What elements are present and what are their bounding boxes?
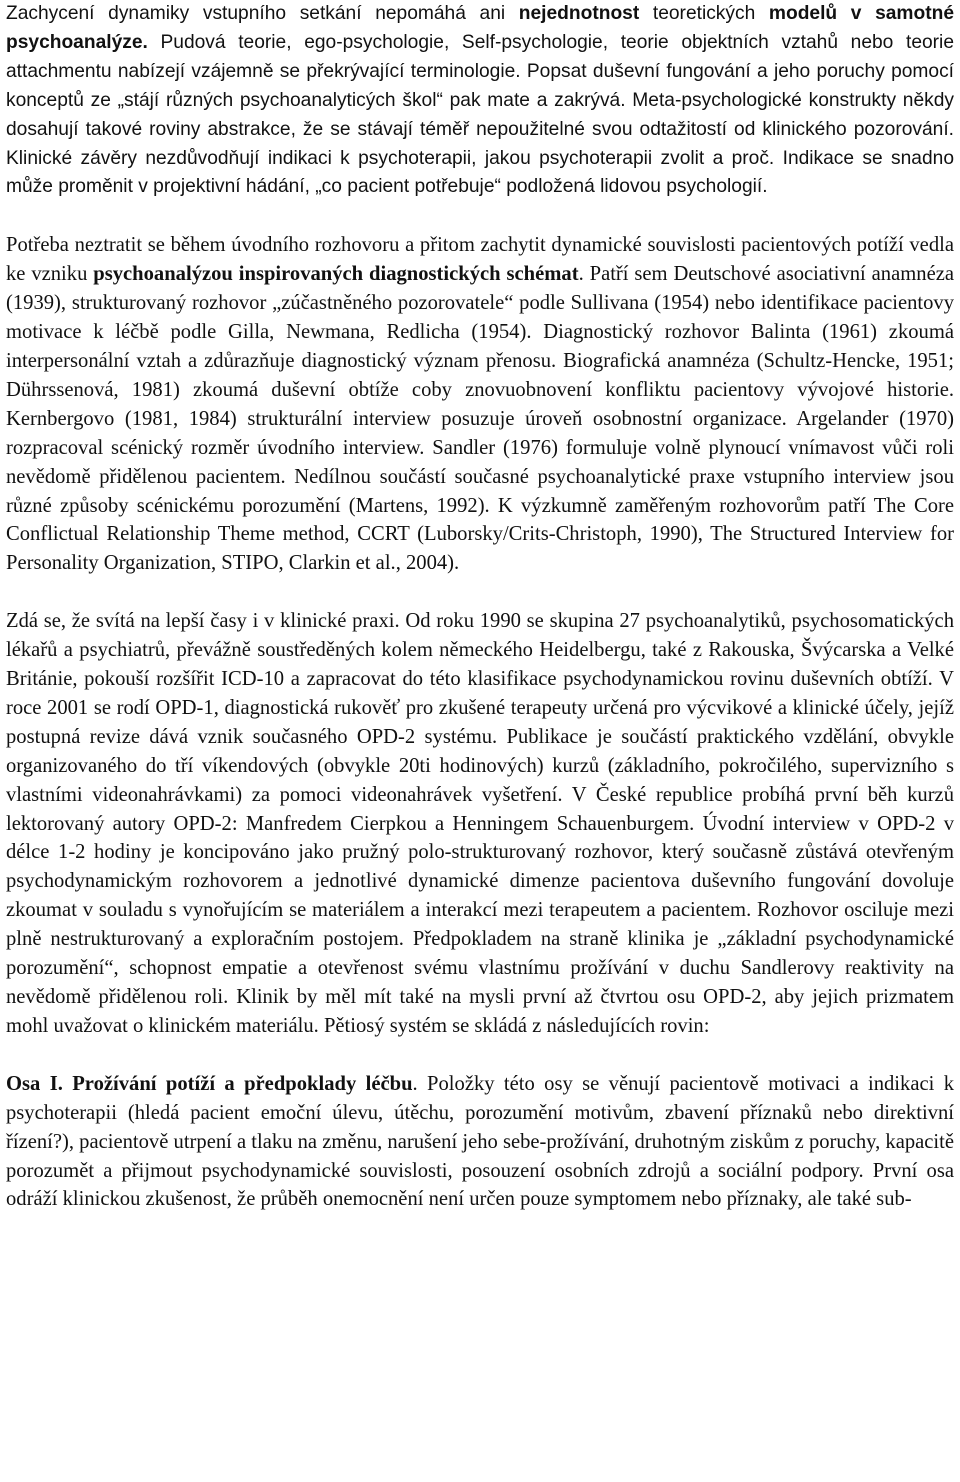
text-run: Pudová teorie, ego-psychologie, Self-psychologie, teorie objektních vztahů nebo teorie attachmentu nabízejí vzájemně se překrývající terminologie. Popsat duševní fungování a jeho poruchy pomocí konceptů ze „stájí různých psychoanalyticých škol“ pak mate a zakrývá. Meta-psychologické konstrukty někdy dosahují takové roviny abstrakce, že se stávají téměř nepoužitelné svou odtažitostí od klinického pozorování. Klinické závěry nezdůvodňují indikaci k psychoterapii, jakou psychoterapii zvolit a proč. Indikace se snadno může proměnit v projektivní hádání, „co pacient potřebuje“ podložená lidovou psychologií. (6, 31, 954, 198)
emphasis-diagnostic-schemes: psychoanalýzou inspirovaných diagnostických schémat (93, 263, 579, 286)
paragraph-diagnostic-schemes (6, 231, 954, 578)
paragraph-gap (6, 1041, 954, 1070)
axis-1-heading: Osa I. Prožívání potíží a předpoklady léčbu (6, 1072, 413, 1095)
paragraph-axis-1 (6, 1070, 954, 1215)
paragraph-gap (6, 202, 954, 231)
text-run: Zachycení dynamiky vstupního setkání nepomáhá ani (6, 3, 519, 24)
text-run: . Položky této osy se věnují pacientově motivaci a indikaci k psychoterapii (hledá pacient emoční úlevu, útěchu, porozumění motivům, zbavení příznaků nebo direktivní řízení?), pacientově utrpení a tlaku na změnu, narušení jeho sebe-prožívání, druhotným ziskům z poruchy, kapacitě porozumět a přijmout psychodynamické souvislosti, posouzení osobních zdrojů a sociální podpory. První osa odráží klinickou zkušenost, že průběh onemocnění není určen pouze symptomem nebo příznaky, ale také sub- (6, 1072, 954, 1211)
emphasis-modelu: modelů v samotné psychoanalýze. (6, 3, 954, 53)
paragraph-theory-terminology (6, 0, 954, 202)
paragraph-gap (6, 578, 954, 607)
paragraph-opd2 (6, 607, 954, 1041)
document-page (6, 0, 954, 1214)
emphasis-nejednotnost: nejednotnost (518, 3, 640, 24)
text-run: Potřeba neztratit se během úvodního rozhovoru a přitom zachytit dynamické souvislosti pacientových potíží vedla ke vzniku (6, 234, 954, 286)
text-run: Zdá se, že svítá na lepší časy i v klinické praxi. Od roku 1990 se skupina 27 psychoanalytiků, psychosomatických lékařů a psychiatrů, převážně soustředěných kolem německého Heidelbergu, také z Rakouska, Švýcarska a Velké Británie, pokouší rozšířit ICD-10 a zapracovat do této klasifikace psychodynamickou rovinu duševních obtíží. V roce 2001 se rodí OPD-1, diagnostická rukověť pro zkušené terapeuty určená pro výcvikové a klinické účely, jejíž postupná revize dává vznik současného OPD-2 systému. Publikace je součástí praktického vzdělání, obvykle organizovaného do tří víkendových (obvykle 20ti hodinových) kurzů (základního, pokročilého, supervizního s vlastními videonahrávkami) za pomoci videonahrávek vyšetření. V České republice probíhá první běh kurzů lektorovaný autory OPD-2: Manfredem Cierpkou a Henningem Schauenburgem. Úvodní interview v OPD-2 v délce 1-2 hodiny je koncipováno jako pružný polo-strukturovaný rozhovor, který současně zůstává otevřeným psychodynamickým rozhovorem a jednotlivé dynamické dimenze pacientova duševního fungování dovoluje zkoumat v souladu s vynořujícím se materiálem a interakcí mezi terapeutem a pacientem. Rozhovor osciluje mezi plně nestrukturovaný a exploračním postojem. Předpokladem na straně klinika je „základní psychodynamické porozumění“, schopnost empatie a otevřenost svému vlastnímu prožívání v duchu Sandlerovy reaktivity na nevědomě přidělenou roli. Klinik by měl mít také na mysli první až čtvrtou osu OPD-2, aby jejich prizmatem mohl uvažovat o klinickém materiálu. Pětiosý systém se skládá z následujících rovin: (6, 610, 954, 1037)
text-run: . Patří sem Deutschové asociativní anamnéza (1939), strukturovaný rozhovor „zúčastněného pozorovatele“ podle Sullivana (1954) nebo identifikace pacientovy motivace k léčbě podle Gilla, Newmana, Redlicha (1954). Diagnostický rozhovor Balinta (1961) zkoumá interpersonální vztah a zdůrazňuje diagnostický význam přenosu. Biografická anamnéza (Schultz-Hencke, 1951; Dührssenová, 1981) zkoumá duševní obtíže coby znovuobnovení konfliktu pacientovy vývojové historie. Kernbergovo (1981, 1984) strukturální interview posuzuje úroveň osobnostní organizace. Argelander (1970) rozpracoval scénický rozměr úvodního interview. Sandler (1976) formuluje volně plynoucí vnímavost vůči roli nevědomě přidělenou pacientem. Nedílnou součástí současné psychoanalytické praxe vstupního interview jsou různé způsoby scénickému porozumění (Martens, 1992). K výzkumně zaměřeným rozhovorům patří The Core Conflictual Relationship Theme method, CCRT (Luborsky/Crits-Christoph, 1990), The Structured Interview for Personality Organization, STIPO, Clarkin et al., 2004). (6, 263, 954, 575)
text-run: teoretických (639, 3, 769, 24)
